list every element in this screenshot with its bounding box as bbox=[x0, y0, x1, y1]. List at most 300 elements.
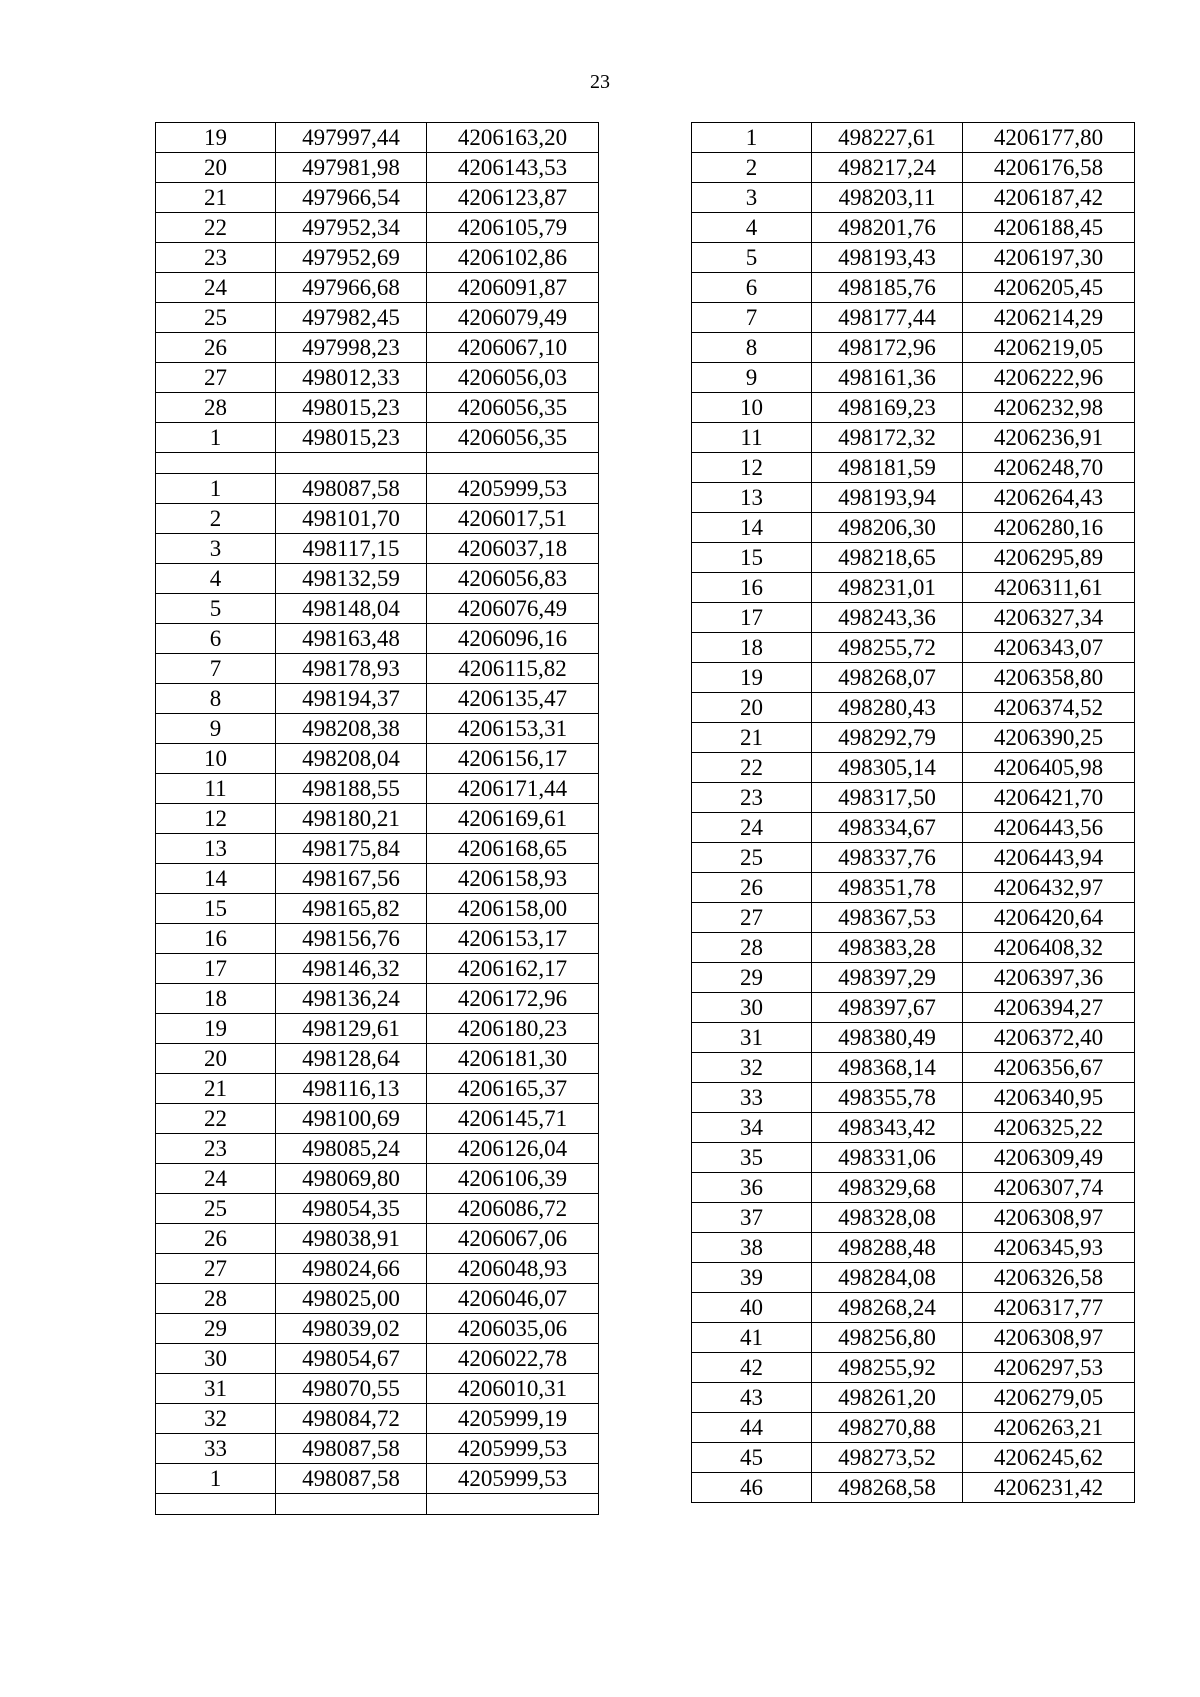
table-row bbox=[692, 1263, 1135, 1293]
y-coordinate-cell: 4206397,36 bbox=[963, 963, 1135, 993]
x-coordinate-cell: 498193,94 bbox=[812, 483, 963, 513]
x-coordinate-cell: 498117,15 bbox=[276, 534, 427, 564]
y-coordinate-cell: 4206197,30 bbox=[963, 243, 1135, 273]
table-row bbox=[692, 1323, 1135, 1353]
page-number: 23 bbox=[590, 71, 610, 93]
table-row bbox=[692, 423, 1135, 453]
table-row bbox=[156, 1284, 599, 1314]
y-coordinate-cell: 4206343,07 bbox=[963, 633, 1135, 663]
x-coordinate-cell: 498025,00 bbox=[276, 1284, 427, 1314]
point-number-cell: 2 bbox=[156, 504, 276, 534]
y-coordinate-cell: 4206408,32 bbox=[963, 933, 1135, 963]
x-coordinate-cell: 498132,59 bbox=[276, 564, 427, 594]
x-coordinate-cell: 498146,32 bbox=[276, 954, 427, 984]
point-number-cell: 42 bbox=[692, 1353, 812, 1383]
x-coordinate-cell: 498015,23 bbox=[276, 423, 427, 453]
y-coordinate-cell: 4206420,64 bbox=[963, 903, 1135, 933]
x-coordinate-cell: 498165,82 bbox=[276, 894, 427, 924]
x-coordinate-cell: 498070,55 bbox=[276, 1374, 427, 1404]
x-coordinate-cell: 498180,21 bbox=[276, 804, 427, 834]
y-coordinate-cell: 4206017,51 bbox=[427, 504, 599, 534]
x-coordinate-cell: 498087,58 bbox=[276, 474, 427, 504]
y-coordinate-cell: 4206280,16 bbox=[963, 513, 1135, 543]
y-coordinate-cell: 4206263,21 bbox=[963, 1413, 1135, 1443]
x-coordinate-cell: 498328,08 bbox=[812, 1203, 963, 1233]
table-row bbox=[156, 303, 599, 333]
point-number-cell: 5 bbox=[156, 594, 276, 624]
point-number-cell: 25 bbox=[156, 303, 276, 333]
y-coordinate-cell: 4206236,91 bbox=[963, 423, 1135, 453]
x-coordinate-cell: 498268,58 bbox=[812, 1473, 963, 1503]
x-coordinate-cell: 498397,29 bbox=[812, 963, 963, 993]
y-coordinate-cell: 4206123,87 bbox=[427, 183, 599, 213]
point-number-cell: 23 bbox=[156, 243, 276, 273]
table-row bbox=[692, 693, 1135, 723]
point-number-cell: 23 bbox=[156, 1134, 276, 1164]
y-coordinate-cell: 4206214,29 bbox=[963, 303, 1135, 333]
point-number-cell: 26 bbox=[692, 873, 812, 903]
x-coordinate-cell: 498217,24 bbox=[812, 153, 963, 183]
x-coordinate-cell: 498015,23 bbox=[276, 393, 427, 423]
table-row bbox=[156, 1494, 599, 1515]
x-coordinate-cell: 498194,37 bbox=[276, 684, 427, 714]
table-row bbox=[692, 183, 1135, 213]
table-row bbox=[156, 534, 599, 564]
y-coordinate-cell: 4206181,30 bbox=[427, 1044, 599, 1074]
table-row bbox=[692, 1233, 1135, 1263]
point-number-cell: 15 bbox=[692, 543, 812, 573]
table-row bbox=[156, 864, 599, 894]
point-number-cell bbox=[156, 1494, 276, 1515]
y-coordinate-cell: 4206168,65 bbox=[427, 834, 599, 864]
x-coordinate-cell: 497998,23 bbox=[276, 333, 427, 363]
y-coordinate-cell: 4206153,17 bbox=[427, 924, 599, 954]
table-row bbox=[692, 1203, 1135, 1233]
x-coordinate-cell: 498383,28 bbox=[812, 933, 963, 963]
y-coordinate-cell: 4206264,43 bbox=[963, 483, 1135, 513]
y-coordinate-cell: 4206165,37 bbox=[427, 1074, 599, 1104]
table-row bbox=[156, 984, 599, 1014]
y-coordinate-cell: 4206037,18 bbox=[427, 534, 599, 564]
point-number-cell: 8 bbox=[156, 684, 276, 714]
y-coordinate-cell: 4206067,10 bbox=[427, 333, 599, 363]
table-row bbox=[156, 954, 599, 984]
x-coordinate-cell: 497981,98 bbox=[276, 153, 427, 183]
table-row bbox=[692, 1023, 1135, 1053]
y-coordinate-cell: 4206358,80 bbox=[963, 663, 1135, 693]
y-coordinate-cell: 4206056,03 bbox=[427, 363, 599, 393]
x-coordinate-cell: 498085,24 bbox=[276, 1134, 427, 1164]
y-coordinate-cell: 4206309,49 bbox=[963, 1143, 1135, 1173]
x-coordinate-cell bbox=[276, 1494, 427, 1515]
point-number-cell: 30 bbox=[156, 1344, 276, 1374]
x-coordinate-cell: 497952,69 bbox=[276, 243, 427, 273]
y-coordinate-cell: 4206158,93 bbox=[427, 864, 599, 894]
point-number-cell: 20 bbox=[692, 693, 812, 723]
point-number-cell: 18 bbox=[692, 633, 812, 663]
point-number-cell: 6 bbox=[156, 624, 276, 654]
table-row bbox=[156, 474, 599, 504]
table-row bbox=[692, 1473, 1135, 1503]
x-coordinate-cell: 498163,48 bbox=[276, 624, 427, 654]
y-coordinate-cell: 4206222,96 bbox=[963, 363, 1135, 393]
point-number-cell: 25 bbox=[156, 1194, 276, 1224]
point-number-cell: 22 bbox=[156, 213, 276, 243]
x-coordinate-cell: 498069,80 bbox=[276, 1164, 427, 1194]
table-row bbox=[156, 153, 599, 183]
x-coordinate-cell: 498317,50 bbox=[812, 783, 963, 813]
x-coordinate-cell: 498156,76 bbox=[276, 924, 427, 954]
x-coordinate-cell: 498218,65 bbox=[812, 543, 963, 573]
x-coordinate-cell: 498255,72 bbox=[812, 633, 963, 663]
coordinates-table-right bbox=[691, 122, 1135, 1503]
table-row bbox=[156, 1044, 599, 1074]
point-number-cell: 3 bbox=[156, 534, 276, 564]
table-row bbox=[692, 363, 1135, 393]
x-coordinate-cell: 498100,69 bbox=[276, 1104, 427, 1134]
table-row bbox=[156, 1434, 599, 1464]
table-row bbox=[156, 273, 599, 303]
table-row bbox=[692, 1353, 1135, 1383]
y-coordinate-cell: 4206056,83 bbox=[427, 564, 599, 594]
point-number-cell: 9 bbox=[692, 363, 812, 393]
table-row bbox=[692, 843, 1135, 873]
y-coordinate-cell: 4205999,53 bbox=[427, 474, 599, 504]
point-number-cell: 13 bbox=[692, 483, 812, 513]
table-row bbox=[692, 1173, 1135, 1203]
point-number-cell: 7 bbox=[156, 654, 276, 684]
x-coordinate-cell: 498380,49 bbox=[812, 1023, 963, 1053]
point-number-cell: 19 bbox=[692, 663, 812, 693]
table-row bbox=[156, 564, 599, 594]
point-number-cell: 24 bbox=[156, 273, 276, 303]
y-coordinate-cell: 4206056,35 bbox=[427, 423, 599, 453]
point-number-cell: 24 bbox=[692, 813, 812, 843]
y-coordinate-cell: 4206076,49 bbox=[427, 594, 599, 624]
point-number-cell: 6 bbox=[692, 273, 812, 303]
x-coordinate-cell: 498284,08 bbox=[812, 1263, 963, 1293]
y-coordinate-cell: 4206172,96 bbox=[427, 984, 599, 1014]
point-number-cell: 16 bbox=[156, 924, 276, 954]
x-coordinate-cell: 498128,64 bbox=[276, 1044, 427, 1074]
point-number-cell: 28 bbox=[156, 393, 276, 423]
table-row bbox=[692, 1443, 1135, 1473]
point-number-cell: 26 bbox=[156, 333, 276, 363]
point-number-cell: 9 bbox=[156, 714, 276, 744]
point-number-cell: 11 bbox=[692, 423, 812, 453]
point-number-cell: 29 bbox=[692, 963, 812, 993]
point-number-cell: 21 bbox=[692, 723, 812, 753]
table-row bbox=[156, 423, 599, 453]
x-coordinate-cell: 498397,67 bbox=[812, 993, 963, 1023]
y-coordinate-cell: 4206219,05 bbox=[963, 333, 1135, 363]
table-row bbox=[692, 483, 1135, 513]
point-number-cell: 46 bbox=[692, 1473, 812, 1503]
y-coordinate-cell: 4206248,70 bbox=[963, 453, 1135, 483]
point-number-cell: 43 bbox=[692, 1383, 812, 1413]
y-coordinate-cell: 4206394,27 bbox=[963, 993, 1135, 1023]
y-coordinate-cell: 4206405,98 bbox=[963, 753, 1135, 783]
x-coordinate-cell: 498087,58 bbox=[276, 1464, 427, 1494]
table-row bbox=[692, 1053, 1135, 1083]
y-coordinate-cell: 4206180,23 bbox=[427, 1014, 599, 1044]
y-coordinate-cell: 4206102,86 bbox=[427, 243, 599, 273]
point-number-cell: 25 bbox=[692, 843, 812, 873]
table-row bbox=[692, 633, 1135, 663]
table-row bbox=[156, 804, 599, 834]
point-number-cell: 34 bbox=[692, 1113, 812, 1143]
x-coordinate-cell: 498231,01 bbox=[812, 573, 963, 603]
y-coordinate-cell: 4206046,07 bbox=[427, 1284, 599, 1314]
table-row bbox=[692, 303, 1135, 333]
y-coordinate-cell: 4206022,78 bbox=[427, 1344, 599, 1374]
point-number-cell: 37 bbox=[692, 1203, 812, 1233]
x-coordinate-cell: 498084,72 bbox=[276, 1404, 427, 1434]
point-number-cell: 26 bbox=[156, 1224, 276, 1254]
table-row bbox=[156, 183, 599, 213]
point-number-cell: 17 bbox=[692, 603, 812, 633]
y-coordinate-cell: 4206086,72 bbox=[427, 1194, 599, 1224]
table-row bbox=[692, 273, 1135, 303]
x-coordinate-cell: 498201,76 bbox=[812, 213, 963, 243]
x-coordinate-cell: 498280,43 bbox=[812, 693, 963, 723]
table-row bbox=[692, 1293, 1135, 1323]
y-coordinate-cell bbox=[427, 1494, 599, 1515]
point-number-cell: 29 bbox=[156, 1314, 276, 1344]
y-coordinate-cell: 4206297,53 bbox=[963, 1353, 1135, 1383]
point-number-cell: 39 bbox=[692, 1263, 812, 1293]
x-coordinate-cell: 498270,88 bbox=[812, 1413, 963, 1443]
point-number-cell: 24 bbox=[156, 1164, 276, 1194]
table-row bbox=[692, 393, 1135, 423]
x-coordinate-cell: 498101,70 bbox=[276, 504, 427, 534]
point-number-cell bbox=[156, 453, 276, 474]
point-number-cell: 31 bbox=[692, 1023, 812, 1053]
x-coordinate-cell: 498255,92 bbox=[812, 1353, 963, 1383]
x-coordinate-cell: 498288,48 bbox=[812, 1233, 963, 1263]
x-coordinate-cell: 498172,32 bbox=[812, 423, 963, 453]
x-coordinate-cell: 498148,04 bbox=[276, 594, 427, 624]
point-number-cell: 11 bbox=[156, 774, 276, 804]
y-coordinate-cell: 4206308,97 bbox=[963, 1203, 1135, 1233]
x-coordinate-cell: 498261,20 bbox=[812, 1383, 963, 1413]
point-number-cell: 13 bbox=[156, 834, 276, 864]
y-coordinate-cell: 4206135,47 bbox=[427, 684, 599, 714]
y-coordinate-cell: 4206345,93 bbox=[963, 1233, 1135, 1263]
y-coordinate-cell: 4206245,62 bbox=[963, 1443, 1135, 1473]
y-coordinate-cell: 4206307,74 bbox=[963, 1173, 1135, 1203]
table-row bbox=[692, 903, 1135, 933]
x-coordinate-cell: 497966,54 bbox=[276, 183, 427, 213]
x-coordinate-cell: 498024,66 bbox=[276, 1254, 427, 1284]
x-coordinate-cell: 497966,68 bbox=[276, 273, 427, 303]
y-coordinate-cell: 4206279,05 bbox=[963, 1383, 1135, 1413]
x-coordinate-cell: 498175,84 bbox=[276, 834, 427, 864]
point-number-cell: 21 bbox=[156, 1074, 276, 1104]
table-row bbox=[156, 894, 599, 924]
point-number-cell: 22 bbox=[692, 753, 812, 783]
x-coordinate-cell: 498351,78 bbox=[812, 873, 963, 903]
x-coordinate-cell: 498268,24 bbox=[812, 1293, 963, 1323]
point-number-cell: 44 bbox=[692, 1413, 812, 1443]
x-coordinate-cell: 498054,35 bbox=[276, 1194, 427, 1224]
point-number-cell: 8 bbox=[692, 333, 812, 363]
coordinates-table-left bbox=[155, 122, 599, 1515]
table-row bbox=[156, 1104, 599, 1134]
x-coordinate-cell: 498243,36 bbox=[812, 603, 963, 633]
x-coordinate-cell: 498038,91 bbox=[276, 1224, 427, 1254]
y-coordinate-cell: 4206443,94 bbox=[963, 843, 1135, 873]
point-number-cell: 28 bbox=[692, 933, 812, 963]
table-row bbox=[692, 123, 1135, 153]
y-coordinate-cell: 4206126,04 bbox=[427, 1134, 599, 1164]
x-coordinate-cell: 498208,04 bbox=[276, 744, 427, 774]
table-row bbox=[692, 783, 1135, 813]
point-number-cell: 3 bbox=[692, 183, 812, 213]
x-coordinate-cell: 498178,93 bbox=[276, 654, 427, 684]
x-coordinate-cell: 498188,55 bbox=[276, 774, 427, 804]
x-coordinate-cell: 498177,44 bbox=[812, 303, 963, 333]
table-row bbox=[156, 1164, 599, 1194]
x-coordinate-cell: 498136,24 bbox=[276, 984, 427, 1014]
table-row bbox=[692, 753, 1135, 783]
table-row bbox=[156, 1014, 599, 1044]
y-coordinate-cell: 4206205,45 bbox=[963, 273, 1135, 303]
point-number-cell: 41 bbox=[692, 1323, 812, 1353]
table-row bbox=[692, 1143, 1135, 1173]
table-row bbox=[156, 924, 599, 954]
table-row bbox=[156, 714, 599, 744]
point-number-cell: 16 bbox=[692, 573, 812, 603]
y-coordinate-cell: 4206188,45 bbox=[963, 213, 1135, 243]
y-coordinate-cell: 4206106,39 bbox=[427, 1164, 599, 1194]
table-row bbox=[156, 594, 599, 624]
point-number-cell: 19 bbox=[156, 1014, 276, 1044]
table-row bbox=[692, 993, 1135, 1023]
point-number-cell: 38 bbox=[692, 1233, 812, 1263]
point-number-cell: 45 bbox=[692, 1443, 812, 1473]
x-coordinate-cell bbox=[276, 453, 427, 474]
x-coordinate-cell: 498268,07 bbox=[812, 663, 963, 693]
x-coordinate-cell: 498054,67 bbox=[276, 1344, 427, 1374]
x-coordinate-cell: 498129,61 bbox=[276, 1014, 427, 1044]
y-coordinate-cell: 4206232,98 bbox=[963, 393, 1135, 423]
table-row bbox=[692, 513, 1135, 543]
table-row bbox=[156, 333, 599, 363]
table-row bbox=[692, 603, 1135, 633]
y-coordinate-cell: 4206443,56 bbox=[963, 813, 1135, 843]
x-coordinate-cell: 498343,42 bbox=[812, 1113, 963, 1143]
y-coordinate-cell: 4206153,31 bbox=[427, 714, 599, 744]
x-coordinate-cell: 497982,45 bbox=[276, 303, 427, 333]
x-coordinate-cell: 498256,80 bbox=[812, 1323, 963, 1353]
point-number-cell: 14 bbox=[156, 864, 276, 894]
table-row bbox=[692, 1113, 1135, 1143]
table-row bbox=[692, 933, 1135, 963]
point-number-cell: 20 bbox=[156, 1044, 276, 1074]
y-coordinate-cell: 4206176,58 bbox=[963, 153, 1135, 183]
point-number-cell: 27 bbox=[156, 1254, 276, 1284]
y-coordinate-cell: 4206325,22 bbox=[963, 1113, 1135, 1143]
x-coordinate-cell: 498181,59 bbox=[812, 453, 963, 483]
point-number-cell: 2 bbox=[692, 153, 812, 183]
y-coordinate-cell: 4206308,97 bbox=[963, 1323, 1135, 1353]
table-row bbox=[692, 663, 1135, 693]
table-row bbox=[692, 873, 1135, 903]
y-coordinate-cell: 4206187,42 bbox=[963, 183, 1135, 213]
table-row bbox=[156, 453, 599, 474]
x-coordinate-cell: 498305,14 bbox=[812, 753, 963, 783]
y-coordinate-cell: 4205999,19 bbox=[427, 1404, 599, 1434]
point-number-cell: 23 bbox=[692, 783, 812, 813]
x-coordinate-cell: 498227,61 bbox=[812, 123, 963, 153]
y-coordinate-cell: 4206356,67 bbox=[963, 1053, 1135, 1083]
y-coordinate-cell: 4206156,17 bbox=[427, 744, 599, 774]
point-number-cell: 30 bbox=[692, 993, 812, 1023]
point-number-cell: 40 bbox=[692, 1293, 812, 1323]
point-number-cell: 27 bbox=[692, 903, 812, 933]
table-row bbox=[156, 1134, 599, 1164]
table-row bbox=[156, 624, 599, 654]
x-coordinate-cell: 497952,34 bbox=[276, 213, 427, 243]
table-row bbox=[692, 723, 1135, 753]
point-number-cell: 21 bbox=[156, 183, 276, 213]
point-number-cell: 10 bbox=[156, 744, 276, 774]
point-number-cell: 4 bbox=[156, 564, 276, 594]
x-coordinate-cell: 498334,67 bbox=[812, 813, 963, 843]
table-row bbox=[156, 1344, 599, 1374]
y-coordinate-cell: 4206067,06 bbox=[427, 1224, 599, 1254]
table-row bbox=[692, 243, 1135, 273]
point-number-cell: 20 bbox=[156, 153, 276, 183]
point-number-cell: 14 bbox=[692, 513, 812, 543]
point-number-cell: 36 bbox=[692, 1173, 812, 1203]
y-coordinate-cell: 4206096,16 bbox=[427, 624, 599, 654]
y-coordinate-cell: 4206432,97 bbox=[963, 873, 1135, 903]
y-coordinate-cell: 4206115,82 bbox=[427, 654, 599, 684]
x-coordinate-cell: 498208,38 bbox=[276, 714, 427, 744]
x-coordinate-cell: 498161,36 bbox=[812, 363, 963, 393]
table-row bbox=[692, 813, 1135, 843]
point-number-cell: 33 bbox=[692, 1083, 812, 1113]
x-coordinate-cell: 498329,68 bbox=[812, 1173, 963, 1203]
table-row bbox=[156, 1374, 599, 1404]
x-coordinate-cell: 498203,11 bbox=[812, 183, 963, 213]
y-coordinate-cell: 4206048,93 bbox=[427, 1254, 599, 1284]
y-coordinate-cell: 4206105,79 bbox=[427, 213, 599, 243]
y-coordinate-cell: 4205999,53 bbox=[427, 1464, 599, 1494]
x-coordinate-cell: 498185,76 bbox=[812, 273, 963, 303]
table-row bbox=[156, 243, 599, 273]
x-coordinate-cell: 498012,33 bbox=[276, 363, 427, 393]
table-row bbox=[156, 834, 599, 864]
point-number-cell: 15 bbox=[156, 894, 276, 924]
x-coordinate-cell: 498292,79 bbox=[812, 723, 963, 753]
x-coordinate-cell: 498368,14 bbox=[812, 1053, 963, 1083]
point-number-cell: 1 bbox=[156, 1464, 276, 1494]
y-coordinate-cell: 4206162,17 bbox=[427, 954, 599, 984]
table-row bbox=[156, 363, 599, 393]
point-number-cell: 31 bbox=[156, 1374, 276, 1404]
table-row bbox=[156, 1254, 599, 1284]
point-number-cell: 33 bbox=[156, 1434, 276, 1464]
y-coordinate-cell: 4206327,34 bbox=[963, 603, 1135, 633]
point-number-cell: 1 bbox=[692, 123, 812, 153]
x-coordinate-cell: 498331,06 bbox=[812, 1143, 963, 1173]
x-coordinate-cell: 498116,13 bbox=[276, 1074, 427, 1104]
table-row bbox=[156, 1464, 599, 1494]
y-coordinate-cell: 4206374,52 bbox=[963, 693, 1135, 723]
